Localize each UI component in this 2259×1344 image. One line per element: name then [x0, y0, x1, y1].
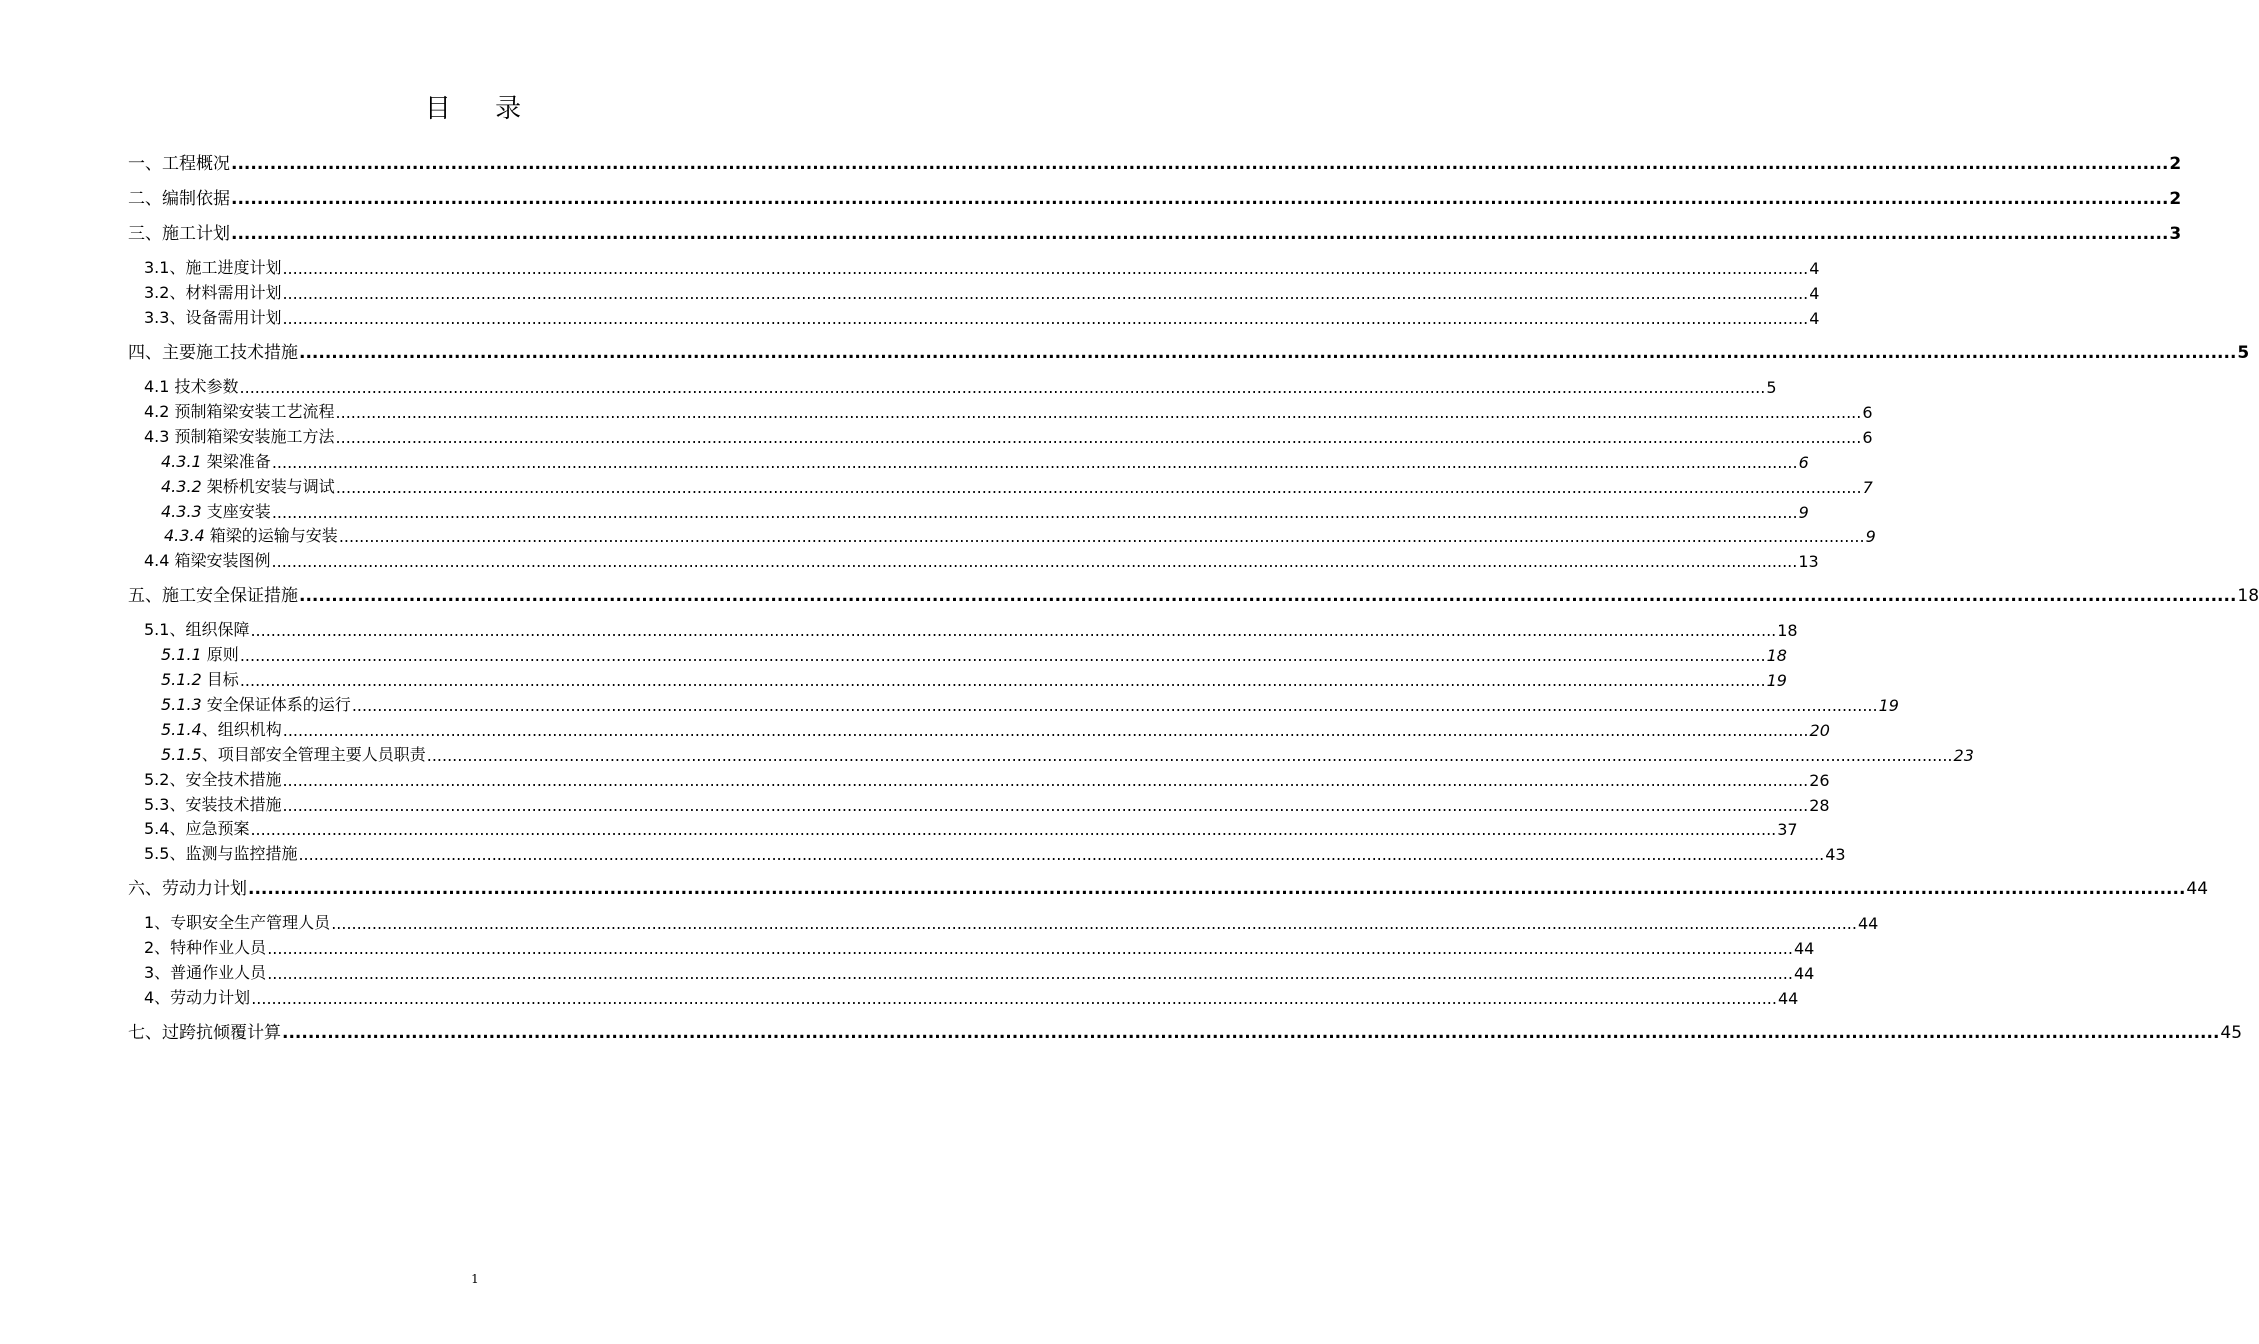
toc-entry-text: 5.4、应急预案: [144, 819, 250, 838]
toc-leader-dots: ............................................................................................................................................................................................................................................................................................................: [239, 646, 1766, 665]
toc-leader-dots: ............................................................................................................................................................................................................................................................................................................: [298, 845, 1825, 864]
toc-leader-dots: ............................................................................................................................................................................................................................................................................................................: [239, 671, 1766, 690]
toc-entry-label: [161, 642, 239, 665]
toc-entry[interactable]: [144, 986, 1799, 1008]
toc-entry[interactable]: [144, 618, 1798, 640]
toc-entry[interactable]: [144, 961, 1815, 983]
toc-entry-label: [128, 338, 298, 363]
toc-entry-label: [161, 474, 335, 497]
toc-entry-text: 五、施工安全保证措施: [128, 586, 298, 606]
toc-entry-page: 28: [1809, 796, 1830, 815]
toc-entry-label: [144, 767, 281, 790]
toc-entry-text: 安全保证体系的运行: [201, 695, 351, 714]
toc-entry-text: 一、工程概况: [128, 154, 230, 174]
toc-leader-dots: ............................................................................................................................................................................................................................................................................................................: [231, 154, 2169, 174]
toc-entry-page: 19: [1766, 671, 1787, 690]
toc-entry-text: 5.1、组织保障: [144, 620, 250, 639]
toc-leader-dots: ............................................................................................................................................................................................................................................................................................................: [267, 939, 1793, 958]
toc-leader-dots: ............................................................................................................................................................................................................................................................................................................: [282, 284, 1809, 303]
toc-entry-text: 六、劳动力计划: [128, 879, 247, 899]
toc-entry-label: [128, 184, 230, 209]
toc-entry-page: 13: [1798, 552, 1819, 571]
toc-entry-label: [128, 219, 230, 244]
toc-entry[interactable]: [128, 877, 2209, 899]
toc-entry-page: 3: [2169, 224, 2182, 244]
toc-entry-page: 44: [2186, 879, 2209, 899]
toc-entry[interactable]: [128, 222, 2182, 244]
toc-entry-page: 6: [1862, 428, 1873, 447]
toc-entry[interactable]: [161, 693, 1899, 715]
toc-entry[interactable]: [144, 793, 1830, 815]
toc-entry[interactable]: [161, 718, 1830, 740]
toc-entry-label: [144, 374, 239, 397]
toc-leader-dots: ............................................................................................................................................................................................................................................................................................................: [282, 721, 1809, 740]
toc-entry[interactable]: [128, 341, 2250, 363]
toc-entry-number: 5.1.5: [161, 745, 202, 764]
toc-entry[interactable]: [128, 1021, 2243, 1043]
toc-entry[interactable]: [144, 425, 1873, 447]
toc-entry-text: 二、编制依据: [128, 189, 230, 209]
toc-entry-text: 3.2、材料需用计划: [144, 283, 282, 302]
toc-leader-dots: ............................................................................................................................................................................................................................................................................................................: [335, 428, 1862, 447]
toc-entry-label: [144, 910, 330, 933]
toc-entry-label: [128, 874, 247, 899]
toc-entry-label: [164, 523, 338, 546]
toc-entry-label: [144, 255, 281, 278]
toc-entry-page: 2: [2169, 189, 2182, 209]
toc-entry[interactable]: [161, 668, 1787, 690]
toc-entry-text: 5.5、监测与监控措施: [144, 844, 298, 863]
toc-entry-page: 4: [1809, 259, 1820, 278]
toc-title: 目 录: [424, 94, 540, 124]
toc-leader-dots: ............................................................................................................................................................................................................................................................................................................: [426, 746, 1953, 765]
toc-entry-label: [144, 617, 249, 640]
toc-entry-text: 1、专职安全生产管理人员: [144, 913, 331, 932]
toc-entry-label: [128, 1018, 281, 1043]
toc-entry-page: 9: [1865, 527, 1876, 546]
toc-leader-dots: ............................................................................................................................................................................................................................................................................................................: [239, 378, 1766, 397]
toc-entry-page: 44: [1793, 964, 1815, 983]
toc-entry-text: 5.2、安全技术措施: [144, 770, 282, 789]
page-number: 1: [471, 1272, 479, 1286]
toc-entry-label: [144, 816, 249, 839]
toc-entry-label: [144, 424, 335, 447]
toc-entry-text: 架梁准备: [201, 452, 271, 471]
toc-entry-page: 6: [1862, 403, 1873, 422]
toc-entry-page: 18: [1777, 621, 1798, 640]
toc-entry-number: 4.3.1: [161, 452, 202, 471]
toc-leader-dots: ............................................................................................................................................................................................................................................................................................................: [250, 820, 1777, 839]
toc-leader-dots: ............................................................................................................................................................................................................................................................................................................: [250, 621, 1777, 640]
toc-entry-page: 45: [2220, 1023, 2243, 1043]
toc-entry-page: 44: [1793, 939, 1815, 958]
toc-leader-dots: ............................................................................................................................................................................................................................................................................................................: [248, 879, 2186, 899]
toc-entry[interactable]: [144, 375, 1777, 397]
toc-entry-text: 3.1、施工进度计划: [144, 258, 282, 277]
toc-leader-dots: ............................................................................................................................................................................................................................................................................................................: [351, 696, 1878, 715]
toc-entry-number: 4.3.4: [164, 526, 205, 545]
toc-entry-text: 架桥机安装与调试: [201, 477, 335, 496]
toc-entry-page: 43: [1825, 845, 1846, 864]
toc-entry-text: 目标: [201, 670, 239, 689]
toc-entry[interactable]: [144, 256, 1820, 278]
toc-entry-text: 4.3 预制箱梁安装施工方法: [144, 427, 335, 446]
toc-entry-page: 26: [1809, 771, 1830, 790]
toc-leader-dots: ............................................................................................................................................................................................................................................................................................................: [251, 989, 1777, 1008]
toc-entry-number: 4.3.2: [161, 477, 202, 496]
toc-leader-dots: ............................................................................................................................................................................................................................................................................................................: [299, 586, 2237, 606]
toc-entry-label: [144, 548, 271, 571]
toc-entry-page: 6: [1798, 453, 1809, 472]
toc-entry-page: 23: [1953, 746, 1974, 765]
toc-entry-page: 44: [1777, 989, 1799, 1008]
toc-entry-page: 37: [1777, 820, 1798, 839]
toc-entry[interactable]: [161, 643, 1787, 665]
toc-entry-label: [128, 581, 298, 606]
toc-leader-dots: ............................................................................................................................................................................................................................................................................................................: [282, 259, 1809, 278]
toc-entry-text: 原则: [201, 645, 239, 664]
toc-entry-text: 4.1 技术参数: [144, 377, 239, 396]
toc-entry-text: 4.4 箱梁安装图例: [144, 551, 271, 570]
toc-entry-label: [161, 667, 239, 690]
toc-entry-page: 20: [1809, 721, 1830, 740]
toc-entry-label: [128, 149, 230, 174]
toc-entry-page: 7: [1862, 478, 1873, 497]
toc-entry-label: [161, 717, 282, 740]
toc-entry[interactable]: [161, 743, 1974, 765]
toc-leader-dots: ............................................................................................................................................................................................................................................................................................................: [282, 309, 1809, 328]
toc-entry-label: [161, 742, 426, 765]
toc-entry[interactable]: [144, 936, 1815, 958]
toc-entry[interactable]: [144, 549, 1819, 571]
toc-entry-text: 3、普通作业人员: [144, 963, 267, 982]
toc-entry[interactable]: [128, 584, 2259, 606]
toc-entry-page: 19: [1878, 696, 1899, 715]
toc-entry-text: 七、过跨抗倾覆计算: [128, 1023, 281, 1043]
toc-leader-dots: ............................................................................................................................................................................................................................................................................................................: [335, 403, 1862, 422]
toc-leader-dots: ............................................................................................................................................................................................................................................................................................................: [282, 771, 1809, 790]
toc-leader-dots: ............................................................................................................................................................................................................................................................................................................: [299, 343, 2237, 363]
toc-entry-text: 3.3、设备需用计划: [144, 308, 282, 327]
toc-entry-text: 、组织机构: [201, 720, 282, 739]
toc-entry-number: 5.1.3: [161, 695, 202, 714]
toc-entry-page: 18: [2237, 586, 2259, 606]
toc-entry-label: [161, 499, 271, 522]
toc-entry[interactable]: [144, 281, 1820, 303]
toc-entry-text: 2、特种作业人员: [144, 938, 267, 957]
toc-entry-label: [161, 692, 351, 715]
toc-entry-page: 5: [1766, 378, 1777, 397]
toc-entry-label: [144, 985, 250, 1008]
toc-entry-page: 18: [1766, 646, 1787, 665]
toc-entry[interactable]: [144, 768, 1830, 790]
toc-entry-page: 4: [1809, 284, 1820, 303]
toc-entry-label: [144, 305, 281, 328]
toc-entry-number: 5.1.2: [161, 670, 202, 689]
toc-entry-page: 44: [1857, 914, 1879, 933]
toc-entry[interactable]: [144, 306, 1820, 328]
toc-entry[interactable]: [128, 152, 2182, 174]
toc-entry-page: 9: [1798, 503, 1809, 522]
toc-leader-dots: ............................................................................................................................................................................................................................................................................................................: [267, 964, 1793, 983]
toc-entry-number: 5.1.1: [161, 645, 202, 664]
toc-entry-text: 支座安装: [201, 502, 271, 521]
toc-entry-text: 、项目部安全管理主要人员职责: [201, 745, 426, 764]
toc-entry-label: [144, 935, 266, 958]
toc-entry-label: [144, 960, 266, 983]
toc-entry-label: [144, 792, 281, 815]
toc-entry-page: 2: [2169, 154, 2182, 174]
toc-entry-text: 4.2 预制箱梁安装工艺流程: [144, 402, 335, 421]
toc-entry-label: [144, 841, 297, 864]
toc-leader-dots: ............................................................................................................................................................................................................................................................................................................: [231, 189, 2169, 209]
toc-entry[interactable]: [161, 475, 1873, 497]
toc-entry-text: 4、劳动力计划: [144, 988, 251, 1007]
toc-entry-number: 5.1.4: [161, 720, 202, 739]
toc-entry[interactable]: [144, 400, 1873, 422]
toc-leader-dots: ............................................................................................................................................................................................................................................................................................................: [271, 552, 1798, 571]
toc-entry[interactable]: [161, 450, 1809, 472]
toc-entry-page: 4: [1809, 309, 1820, 328]
toc-entry-text: 5.3、安装技术措施: [144, 795, 282, 814]
toc-entry-label: [161, 449, 271, 472]
toc-leader-dots: ............................................................................................................................................................................................................................................................................................................: [271, 453, 1798, 472]
toc-entry[interactable]: [144, 842, 1846, 864]
toc-leader-dots: ............................................................................................................................................................................................................................................................................................................: [331, 914, 1857, 933]
toc-entry-text: 箱梁的运输与安装: [204, 526, 338, 545]
toc-leader-dots: ............................................................................................................................................................................................................................................................................................................: [231, 224, 2169, 244]
toc-entry-number: 4.3.3: [161, 502, 202, 521]
toc-leader-dots: ............................................................................................................................................................................................................................................................................................................: [282, 1023, 2220, 1043]
toc-entry-label: [144, 399, 335, 422]
toc-leader-dots: ............................................................................................................................................................................................................................................................................................................: [271, 503, 1798, 522]
toc-entry-text: 四、主要施工技术措施: [128, 343, 298, 363]
toc-entry-page: 5: [2237, 343, 2250, 363]
toc-entry-label: [144, 280, 281, 303]
toc-entry-text: 三、施工计划: [128, 224, 230, 244]
toc-entry[interactable]: [164, 524, 1876, 546]
toc-entry[interactable]: [144, 817, 1798, 839]
toc-entry[interactable]: [161, 500, 1809, 522]
toc-leader-dots: ............................................................................................................................................................................................................................................................................................................: [282, 796, 1809, 815]
toc-leader-dots: ............................................................................................................................................................................................................................................................................................................: [335, 478, 1862, 497]
toc-entry[interactable]: [128, 187, 2182, 209]
toc-leader-dots: ............................................................................................................................................................................................................................................................................................................: [338, 527, 1865, 546]
toc-entry[interactable]: [144, 911, 1879, 933]
